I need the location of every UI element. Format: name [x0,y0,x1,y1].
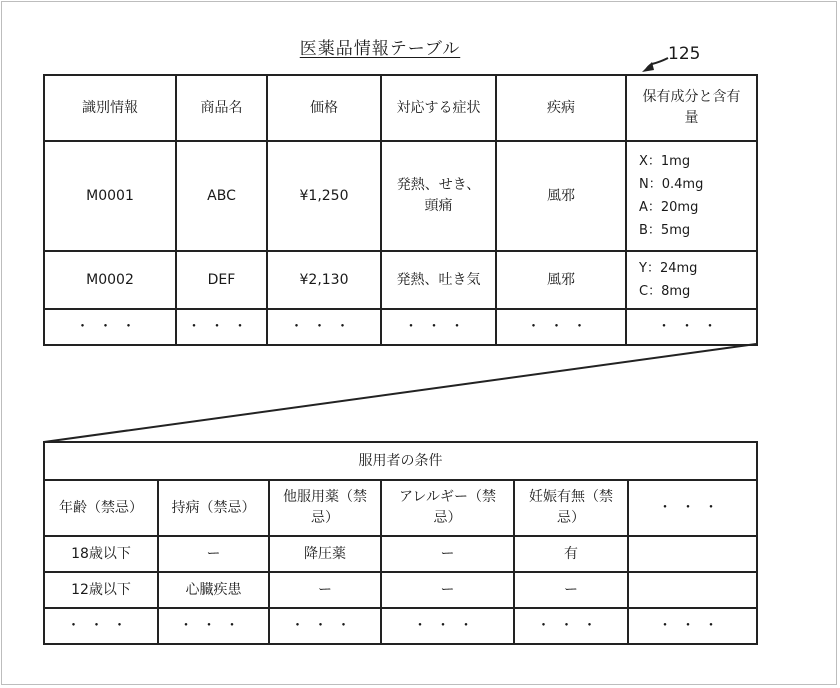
ellipsis-cell: ・・・ [514,608,628,644]
table-header-row [44,480,757,536]
ellipsis-cell: ・・・ [496,309,626,345]
ingredient-line: C：8mg [639,284,691,299]
ingredient-line: A：20mg [639,200,699,215]
cell-chronic-disease: ー [158,536,269,572]
ellipsis-cell: ・・・ [381,309,496,345]
table-row [44,141,757,251]
ellipsis-cell: ・・・ [176,309,267,345]
header-other-medication: 他服用薬（禁忌） [269,480,381,536]
ellipsis-cell: ・・・ [158,608,269,644]
cell-allergy: ー [381,572,514,608]
cell-id: M0002 [44,251,176,309]
header-chronic-disease: 持病（禁忌） [158,480,269,536]
table-header-row [44,75,757,141]
cell-age: 18歳以下 [44,536,158,572]
cell-empty [628,572,757,608]
medicine-info-table [43,74,758,346]
cell-pregnancy: 有 [514,536,628,572]
cell-symptoms: 発熱、せき、頭痛 [381,141,496,251]
ingredient-line: Y：24mg [639,261,698,276]
header-price: 価格 [267,75,381,141]
ellipsis-cell: ・・・ [44,309,176,345]
table-row [44,536,757,572]
cell-allergy: ー [381,536,514,572]
header-age: 年齢（禁忌） [44,480,158,536]
ellipsis-cell: ・・・ [267,309,381,345]
cell-pregnancy: ー [514,572,628,608]
header-product-name: 商品名 [176,75,267,141]
ellipsis-row [44,608,757,644]
reference-number: 125 [668,44,701,64]
table-row [44,251,757,309]
cell-disease: 風邪 [496,251,626,309]
header-id: 識別情報 [44,75,176,141]
header-allergy: アレルギー（禁忌） [381,480,514,536]
cell-ingredients [626,141,757,251]
header-symptoms: 対応する症状 [381,75,496,141]
ellipsis-cell: ・・・ [626,309,757,345]
cell-other-medication: ー [269,572,381,608]
cell-price: ¥1,250 [267,141,381,251]
cell-ingredients [626,251,757,309]
ellipsis-cell: ・・・ [44,608,158,644]
ellipsis-cell: ・・・ [381,608,514,644]
cell-price: ¥2,130 [267,251,381,309]
table-row [44,572,757,608]
cell-empty [628,536,757,572]
ingredient-line: B：5mg [639,223,691,238]
ingredient-line: X：1mg [639,154,691,169]
cell-other-medication: 降圧薬 [269,536,381,572]
ingredient-line: N：0.4mg [639,177,704,192]
header-ellipsis: ・・・ [628,480,757,536]
cell-disease: 風邪 [496,141,626,251]
ellipsis-row [44,309,757,345]
header-pregnancy: 妊娠有無（禁忌） [514,480,628,536]
ellipsis-cell: ・・・ [628,608,757,644]
patient-conditions-table [43,441,758,645]
cell-product-name: ABC [176,141,267,251]
conditions-title: 服用者の条件 [44,442,757,480]
cell-product-name: DEF [176,251,267,309]
header-ingredients: 保有成分と含有量 [626,75,757,141]
conditions-title-row [44,442,757,480]
ellipsis-cell: ・・・ [269,608,381,644]
cell-id: M0001 [44,141,176,251]
figure-title: 医薬品情報テーブル [299,39,461,59]
cell-symptoms: 発熱、吐き気 [381,251,496,309]
cell-chronic-disease: 心臓疾患 [158,572,269,608]
header-disease: 疾病 [496,75,626,141]
cell-age: 12歳以下 [44,572,158,608]
